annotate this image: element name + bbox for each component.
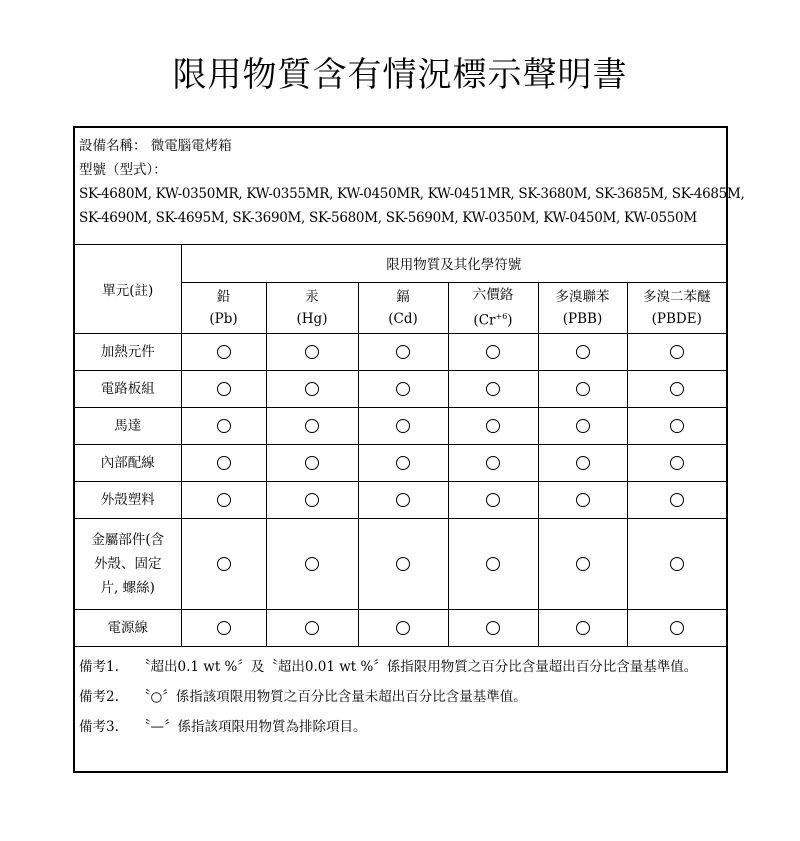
circle-mark-icon [396, 382, 410, 396]
group-header: 限用物質及其化學符號 [181, 245, 726, 282]
compliance-cell [448, 518, 538, 609]
declaration-frame [73, 126, 745, 773]
table-row [75, 481, 726, 518]
table-row [75, 609, 726, 646]
substance-symbol [182, 308, 266, 330]
compliance-cell [358, 370, 448, 407]
compliance-cell [181, 407, 266, 444]
circle-mark-icon [670, 382, 684, 396]
substance-name: 鉛 [216, 288, 231, 305]
substance-header [266, 282, 358, 333]
compliance-cell [627, 481, 726, 518]
note-text: 〝○〞係指該項限用物質之百分比含量未超出百分比含量基準值。 [137, 689, 527, 705]
compliance-cell [266, 481, 358, 518]
substance-header [448, 282, 538, 333]
circle-mark-icon [576, 621, 590, 635]
circle-mark-icon [486, 345, 500, 359]
symbol-text: (Cd) [388, 310, 418, 327]
note-label: 備考3. [79, 719, 119, 735]
compliance-cell [266, 518, 358, 609]
circle-mark-icon [670, 493, 684, 507]
circle-mark-icon [486, 382, 500, 396]
substance-header [181, 282, 266, 333]
circle-mark-icon [217, 419, 231, 433]
symbol-text: (Pb) [209, 310, 238, 327]
circle-mark-icon [396, 345, 410, 359]
compliance-cell [538, 333, 627, 370]
compliance-cell [627, 370, 726, 407]
compliance-cell [448, 407, 538, 444]
part-name: 電路板組 [75, 370, 181, 407]
compliance-cell [538, 481, 627, 518]
part-name: 電源線 [75, 609, 181, 646]
compliance-cell [538, 444, 627, 481]
symbol-superscript: +6 [495, 311, 508, 321]
equipment-info [75, 128, 745, 245]
part-name: 內部配線 [75, 444, 181, 481]
circle-mark-icon [486, 493, 500, 507]
compliance-cell [358, 407, 448, 444]
note-text: 〝—〞係指該項限用物質為排除項目。 [137, 719, 367, 735]
compliance-cell [266, 609, 358, 646]
compliance-cell [266, 333, 358, 370]
note-label: 備考1. [79, 659, 119, 675]
note-2 [79, 685, 722, 709]
circle-mark-icon [217, 382, 231, 396]
compliance-cell [266, 444, 358, 481]
note-label: 備考2. [79, 689, 119, 705]
table-row [75, 407, 726, 444]
part-name: 加熱元件 [75, 333, 181, 370]
model-list-line-1: SK-4680M, KW-0350MR, KW-0355MR, KW-0450MR, KW-0451MR, SK-3680M, SK-3685M, SK-4685M, [79, 186, 745, 202]
circle-mark-icon [305, 419, 319, 433]
circle-mark-icon [305, 557, 319, 571]
compliance-cell [266, 370, 358, 407]
compliance-cell [538, 370, 627, 407]
circle-mark-icon [670, 557, 684, 571]
table-row [75, 444, 726, 481]
compliance-cell [627, 609, 726, 646]
compliance-cell [358, 481, 448, 518]
equipment-name-label: 設備名稱： [79, 138, 147, 154]
substance-header [538, 282, 627, 333]
substance-name: 多溴二苯醚 [643, 288, 711, 305]
circle-mark-icon [217, 557, 231, 571]
compliance-cell [448, 609, 538, 646]
compliance-cell [627, 333, 726, 370]
equipment-name-line [79, 134, 724, 158]
compliance-cell [538, 518, 627, 609]
compliance-cell [181, 609, 266, 646]
compliance-cell [448, 444, 538, 481]
part-name-line: 片, 螺絲) [100, 579, 155, 596]
symbol-close: ) [507, 312, 513, 329]
note-1 [79, 655, 722, 679]
compliance-cell [538, 609, 627, 646]
compliance-cell [181, 518, 266, 609]
symbol-text: (PBB) [562, 310, 603, 327]
circle-mark-icon [396, 621, 410, 635]
substance-name: 鎘 [396, 288, 410, 305]
model-label: 型號（型式）： [79, 162, 167, 178]
equipment-name-value: 微電腦電烤箱 [150, 138, 232, 154]
circle-mark-icon [305, 456, 319, 470]
compliance-cell [266, 407, 358, 444]
circle-mark-icon [576, 382, 590, 396]
compliance-cell [181, 481, 266, 518]
compliance-cell [538, 407, 627, 444]
circle-mark-icon [576, 345, 590, 359]
compliance-cell [181, 444, 266, 481]
substance-header [627, 282, 726, 333]
circle-mark-icon [486, 419, 500, 433]
model-list-line-2: SK-4690M, SK-4695M, SK-3690M, SK-5680M, SK-5690M, KW-0350M, KW-0450M, KW-0550M [79, 210, 697, 226]
substance-symbol [628, 308, 727, 330]
circle-mark-icon [217, 456, 231, 470]
circle-mark-icon [305, 621, 319, 635]
unit-header: 單元(註) [75, 245, 181, 333]
circle-mark-icon [670, 456, 684, 470]
symbol-text: (Hg) [296, 310, 328, 327]
circle-mark-icon [305, 493, 319, 507]
part-name [75, 518, 181, 609]
circle-mark-icon [670, 621, 684, 635]
circle-mark-icon [486, 456, 500, 470]
compliance-cell [448, 481, 538, 518]
symbol-text: (PBDE) [651, 310, 702, 327]
substance-header [358, 282, 448, 333]
circle-mark-icon [670, 419, 684, 433]
compliance-cell [358, 518, 448, 609]
compliance-cell [627, 407, 726, 444]
compliance-cell [627, 518, 726, 609]
circle-mark-icon [217, 621, 231, 635]
circle-mark-icon [576, 456, 590, 470]
substance-name: 汞 [305, 288, 319, 305]
substance-symbol [539, 308, 627, 330]
compliance-cell [358, 609, 448, 646]
circle-mark-icon [576, 557, 590, 571]
circle-mark-icon [217, 345, 231, 359]
symbol-text: (Cr [473, 312, 496, 329]
table-row [75, 333, 726, 370]
compliance-cell [448, 370, 538, 407]
circle-mark-icon [396, 419, 410, 433]
note-3 [79, 715, 722, 739]
circle-mark-icon [576, 419, 590, 433]
compliance-cell [181, 370, 266, 407]
circle-mark-icon [396, 493, 410, 507]
circle-mark-icon [486, 621, 500, 635]
page-title: 限用物質含有情況標示聲明書 [172, 55, 628, 95]
table-row [75, 370, 726, 407]
substance-symbol [449, 306, 538, 332]
notes-section [75, 649, 726, 745]
part-name: 外殼塑料 [75, 481, 181, 518]
substance-name: 六價鉻 [472, 286, 514, 303]
circle-mark-icon [305, 382, 319, 396]
part-name-line: 金屬部件(含 [91, 531, 165, 548]
compliance-cell [358, 444, 448, 481]
circle-mark-icon [396, 456, 410, 470]
circle-mark-icon [217, 493, 231, 507]
circle-mark-icon [305, 345, 319, 359]
part-name: 馬達 [75, 407, 181, 444]
circle-mark-icon [670, 345, 684, 359]
table-row [75, 518, 726, 609]
compliance-cell [358, 333, 448, 370]
circle-mark-icon [486, 557, 500, 571]
compliance-cell [181, 333, 266, 370]
compliance-cell [627, 444, 726, 481]
substance-symbol [267, 308, 358, 330]
substance-symbol [359, 308, 448, 330]
substance-name: 多溴聯苯 [555, 288, 610, 305]
circle-mark-icon [396, 557, 410, 571]
circle-mark-icon [576, 493, 590, 507]
compliance-cell [448, 333, 538, 370]
note-text: 〝超出0.1 wt %〞及〝超出0.01 wt %〞係指限用物質之百分比含量超出百分比含量基準值。 [137, 659, 698, 675]
part-name-line: 外殼、固定 [94, 555, 162, 572]
substance-table [75, 245, 726, 647]
